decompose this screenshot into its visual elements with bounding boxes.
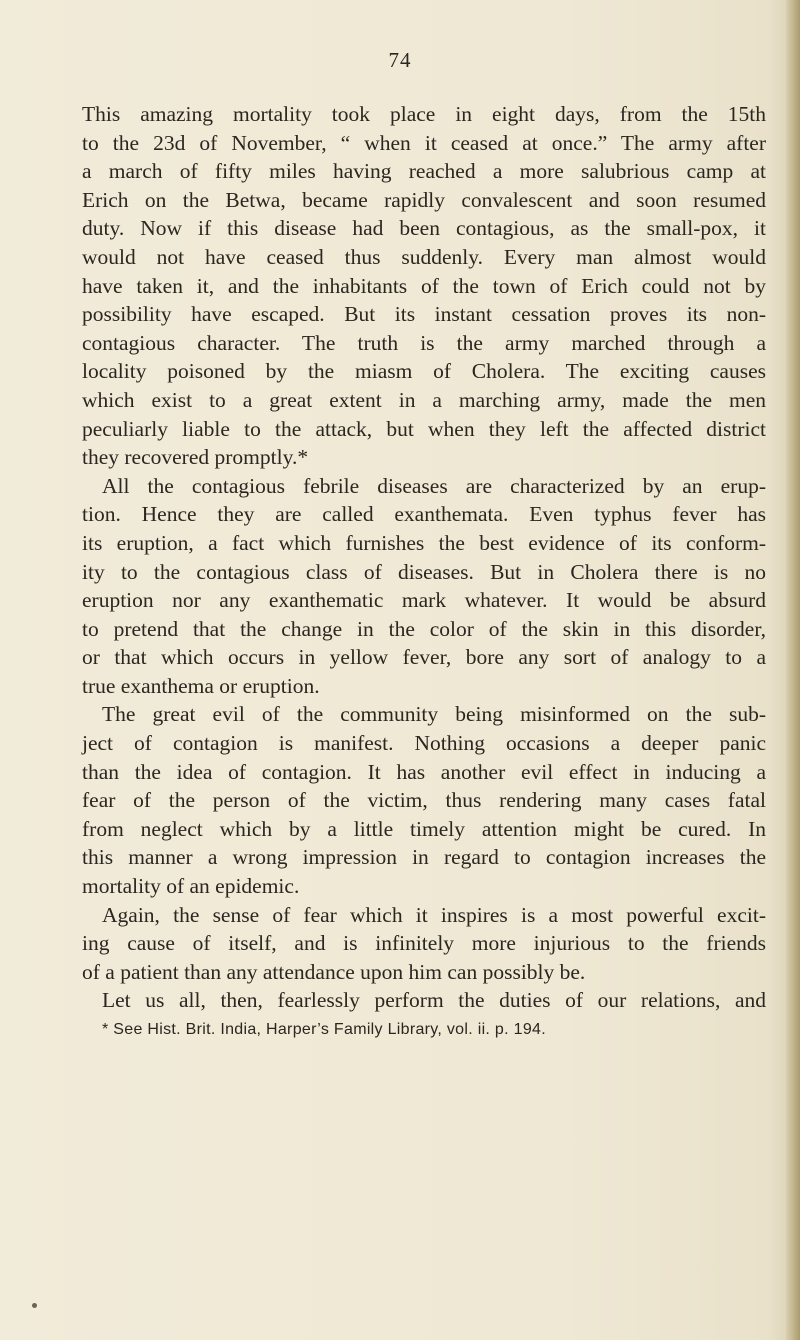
- text-line: from neglect which by a little timely attention might be cured. In: [82, 816, 766, 841]
- text-line: its eruption, a fact which furnishes the best evidence of its conform-: [82, 530, 766, 555]
- text-line: contagious character. The truth is the army marched through a: [82, 330, 766, 355]
- paragraph: [82, 901, 766, 987]
- text-line: to the 23d of November, “ when it ceased at once.” The army after: [82, 130, 766, 155]
- text-line: of a patient than any attendance upon him can possibly be.: [82, 959, 586, 984]
- text-line: Erich on the Betwa, became rapidly convalescent and soon resumed: [82, 187, 766, 212]
- text-line: duty. Now if this disease had been contagious, as the small-pox, it: [82, 216, 766, 241]
- text-line: than the idea of contagion. It has another evil effect in inducing a: [82, 759, 766, 784]
- body-text: [82, 100, 766, 1015]
- ink-speck: [32, 1303, 37, 1308]
- paragraph: [82, 100, 766, 472]
- paragraph: [82, 472, 766, 701]
- text-line: ject of contagion is manifest. Nothing occasions a deeper panic: [82, 731, 766, 756]
- text-line: Again, the sense of fear which it inspires is a most powerful excit-: [102, 902, 766, 927]
- text-line: they recovered promptly.*: [82, 445, 309, 470]
- paragraph: [82, 986, 766, 1015]
- text-line: mortality of an epidemic.: [82, 874, 300, 899]
- text-line: ity to the contagious class of diseases. But in Cholera there is no: [82, 559, 766, 584]
- page-number: 74: [388, 48, 412, 72]
- text-line: a march of fifty miles having reached a more salubrious camp at: [82, 159, 766, 184]
- page-edge-shadow: [786, 0, 800, 1340]
- text-line: All the contagious febrile diseases are characterized by an erup-: [102, 473, 766, 498]
- text-line: true exanthema or eruption.: [82, 673, 320, 698]
- text-line: or that which occurs in yellow fever, bore any sort of analogy to a: [82, 645, 766, 670]
- text-line: have taken it, and the inhabitants of the town of Erich could not by: [82, 273, 766, 298]
- text-line: would not have ceased thus suddenly. Every man almost would: [82, 244, 766, 269]
- text-line: tion. Hence they are called exanthemata. Even typhus fever has: [82, 502, 766, 527]
- text-line: ing cause of itself, and is infinitely more injurious to the friends: [82, 931, 766, 956]
- text-line: This amazing mortality took place in eight days, from the 15th: [82, 102, 766, 126]
- text-line: to pretend that the change in the color of the skin in this disorder,: [82, 616, 766, 641]
- text-line: The great evil of the community being misinformed on the sub-: [102, 702, 766, 727]
- text-line: which exist to a great extent in a marching army, made the men: [82, 387, 766, 412]
- text-line: locality poisoned by the miasm of Cholera. The exciting causes: [82, 359, 766, 384]
- footnote: * See Hist. Brit. India, Harper’s Family Library, vol. ii. p. 194.: [102, 1021, 546, 1038]
- paragraph: [82, 700, 766, 900]
- text-line: fear of the person of the victim, thus rendering many cases fatal: [82, 788, 766, 813]
- text-line: eruption nor any exanthematic mark whatever. It would be absurd: [82, 588, 766, 613]
- text-line: this manner a wrong impression in regard to contagion increases the: [82, 845, 766, 870]
- text-line: possibility have escaped. But its instant cessation proves its non-: [82, 302, 766, 327]
- text-line: Let us all, then, fearlessly perform the duties of our relations, and: [102, 988, 766, 1013]
- text-line: peculiarly liable to the attack, but when they left the affected district: [82, 416, 766, 441]
